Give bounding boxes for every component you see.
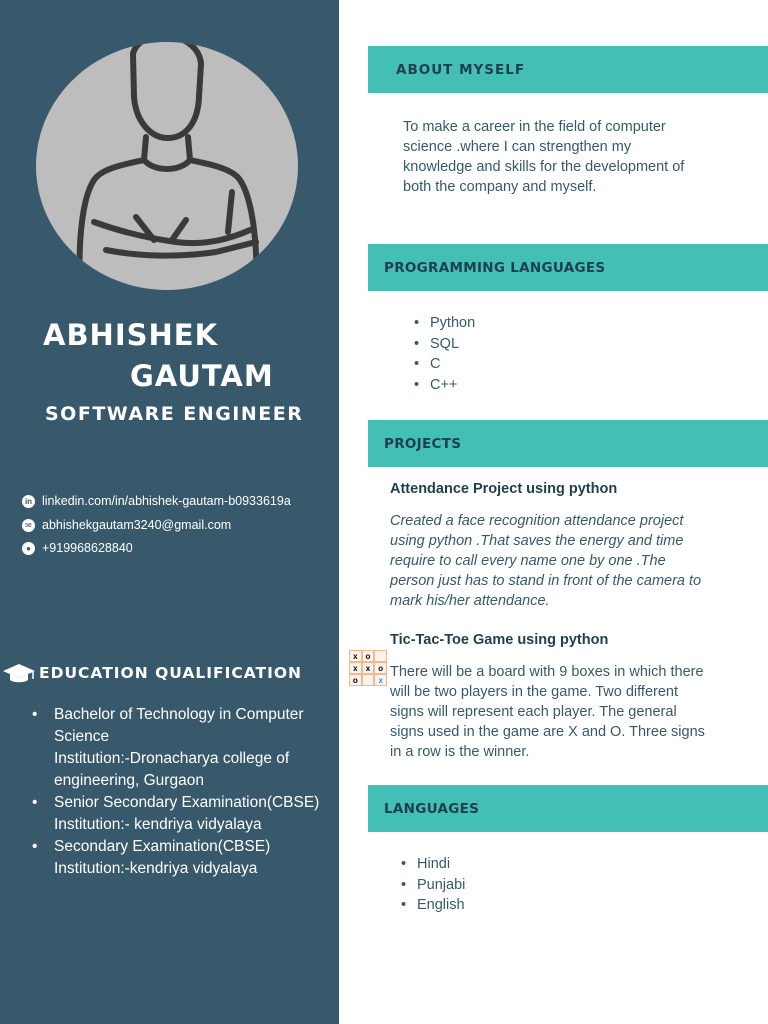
contact-email-text: abhishekgautam3240@gmail.com — [42, 518, 232, 532]
person-icon: ● — [22, 542, 35, 555]
ttt-cell: x — [350, 663, 361, 673]
ttt-cell: x — [350, 651, 361, 661]
languages-heading-bar — [368, 785, 768, 832]
graduation-cap-icon — [2, 662, 36, 684]
list-item: • SQL — [412, 334, 475, 355]
education-heading — [2, 662, 302, 684]
about-heading-bar — [368, 46, 768, 93]
linkedin-icon: in — [22, 495, 35, 508]
education-heading-text: EDUCATION QUALIFICATION — [39, 664, 303, 682]
person-illustration-icon — [36, 42, 298, 290]
list-item: • Python — [412, 313, 475, 334]
contact-phone[interactable] — [22, 541, 133, 555]
list-item: • Punjabi — [399, 875, 465, 896]
list-item: • English — [399, 895, 465, 916]
contact-linkedin[interactable] — [22, 494, 291, 508]
about-text: To make a career in the field of computer science .where I can strengthen my knowledge and skills for the development of both the company and myself. — [403, 119, 685, 195]
education-title: Senior Secondary Examination(CBSE) — [54, 794, 320, 811]
sidebar — [0, 0, 339, 1024]
ttt-cell: o — [375, 663, 386, 673]
name-first: ABHISHEK — [43, 318, 219, 352]
project-title: Tic-Tac-Toe Game using python — [390, 632, 609, 648]
education-list — [28, 704, 328, 880]
list-item — [28, 704, 328, 792]
programming-heading: PROGRAMMING LANGUAGES — [384, 259, 606, 276]
education-institution: Institution:-Dronacharya college of engineering, Gurgaon — [54, 750, 290, 789]
ttt-cell — [375, 651, 386, 661]
email-icon: ✉ — [22, 519, 35, 532]
languages-list — [399, 854, 465, 916]
project-description: There will be a board with 9 boxes in which there will be two players in the game. Two different signs will represent each player. The general signs used in the game are X and O. Three signs in a row is the winner. — [390, 664, 705, 760]
projects-heading: PROJECTS — [384, 435, 462, 452]
project-title: Attendance Project using python — [390, 481, 618, 497]
education-title: Secondary Examination(CBSE) — [54, 838, 271, 855]
list-item: • C — [412, 354, 475, 375]
list-item: • Hindi — [399, 854, 465, 875]
job-title: SOFTWARE ENGINEER — [45, 403, 304, 425]
programming-heading-bar — [368, 244, 768, 291]
education-institution: Institution:- kendriya vidyalaya — [54, 816, 262, 833]
education-title: Bachelor of Technology in Computer Science — [54, 706, 304, 745]
list-item — [28, 792, 328, 836]
name-last: GAUTAM — [130, 359, 274, 393]
programming-list — [412, 313, 475, 395]
tic-tac-toe-icon — [349, 650, 387, 686]
list-item: • C++ — [412, 375, 475, 396]
contact-phone-text: +919968628840 — [42, 541, 133, 555]
project-description: Created a face recognition attendance project using python .That saves the energy and time require to call every name one by one .The person just has to stand in front of the camera to mark his/her attendance. — [390, 513, 702, 609]
avatar — [36, 42, 298, 290]
list-item — [28, 836, 328, 880]
education-institution: Institution:-kendriya vidyalaya — [54, 860, 258, 877]
ttt-cell — [363, 675, 374, 685]
contact-email[interactable] — [22, 518, 231, 532]
projects-heading-bar — [368, 420, 768, 467]
languages-heading: LANGUAGES — [384, 800, 480, 817]
ttt-cell: o — [350, 675, 361, 685]
contact-linkedin-text: linkedin.com/in/abhishek-gautam-b0933619a — [42, 494, 291, 508]
about-heading: ABOUT MYSELF — [396, 61, 526, 78]
ttt-cell: x — [363, 663, 374, 673]
ttt-cell: x — [375, 675, 386, 685]
ttt-cell: o — [363, 651, 374, 661]
